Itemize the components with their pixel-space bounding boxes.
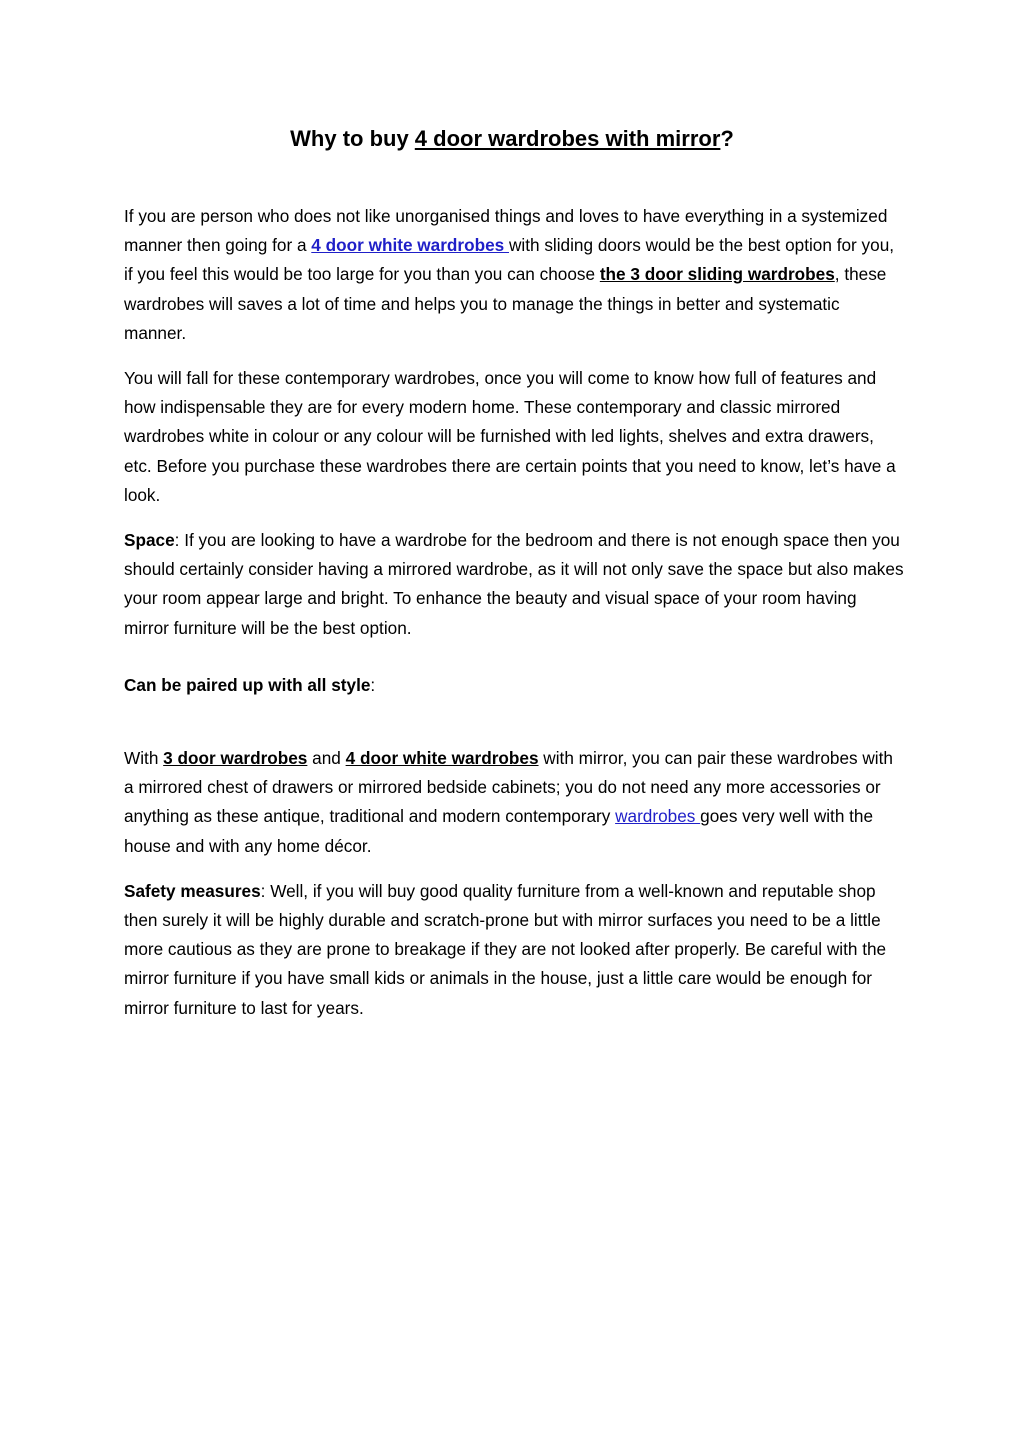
title-prefix: Why to buy [290, 126, 415, 151]
pairing-text-3: with mirror, you can pair these wardrobes with a mirrored chest of drawers or mirrored bedside cabinets; you do not need any more accessories or anything as these antique, traditional and modern contemporary [124, 748, 893, 827]
pairing-text-1: With [124, 748, 164, 769]
space-label: Space [124, 530, 175, 551]
paired-label: Can be paired up with all style [124, 674, 371, 695]
title-link[interactable]: 4 door wardrobes with mirror [414, 126, 721, 151]
title-suffix: ? [720, 126, 734, 151]
link-wardrobes[interactable]: wardrobes [615, 806, 701, 827]
link-4-door-white-wardrobes-2[interactable]: 4 door white wardrobes [345, 748, 539, 769]
paragraph-intro [124, 202, 904, 348]
article-body [124, 202, 904, 1039]
paired-colon: : [370, 674, 376, 695]
paragraph-safety [124, 877, 904, 1023]
page-title [0, 123, 1024, 155]
intro-text-1: If you are person who does not like unorganised things and loves to have everything in a systemized manner then going for a [124, 206, 888, 256]
pairing-text-4: goes very well with the house and with any home décor. [124, 806, 874, 856]
paragraph-paired-heading [124, 671, 904, 700]
space-text: : If you are looking to have a wardrobe for the bedroom and there is not enough space then you should certainly consider having a mirrored wardrobe, as it will not only save the space but also makes your room appear large and bright. To enhance the beauty and visual space of your room having mirror furniture will be the best option. [124, 530, 904, 638]
intro-text-3: , these wardrobes will saves a lot of time and helps you to manage the things in better and systematic manner. [124, 264, 887, 343]
paragraph-space [124, 526, 904, 643]
link-4-door-white-wardrobes[interactable]: 4 door white wardrobes [311, 235, 509, 256]
link-3-door-sliding-wardrobes[interactable]: the 3 door sliding wardrobes [599, 264, 835, 285]
safety-label: Safety measures [124, 880, 261, 901]
link-3-door-wardrobes[interactable]: 3 door wardrobes [163, 748, 308, 769]
intro-text-2: with sliding doors would be the best option for you, if you feel this would be too large for you than you can choose [124, 235, 895, 285]
paragraph-pairing [124, 744, 904, 861]
safety-text: : Well, if you will buy good quality furniture from a well-known and reputable shop then surely it will be highly durable and scratch-prone but with mirror surfaces you need to be a little more cautious as they are prone to breakage if they are not looked after properly. Be careful with the mirror furniture if you have small kids or animals in the house, just a little care would be enough for mirror furniture to last for years. [124, 880, 887, 1018]
pairing-text-2: and [307, 748, 346, 769]
paragraph-contemporary: You will fall for these contemporary wardrobes, once you will come to know how full of features and how indispensable they are for every modern home. These contemporary and classic mirrored wardrobes white in colour or any colour will be furnished with led lights, shelves and extra drawers, etc. Before you purchase these wardrobes there are certain points that you need to know, let’s have a look. [124, 368, 896, 505]
